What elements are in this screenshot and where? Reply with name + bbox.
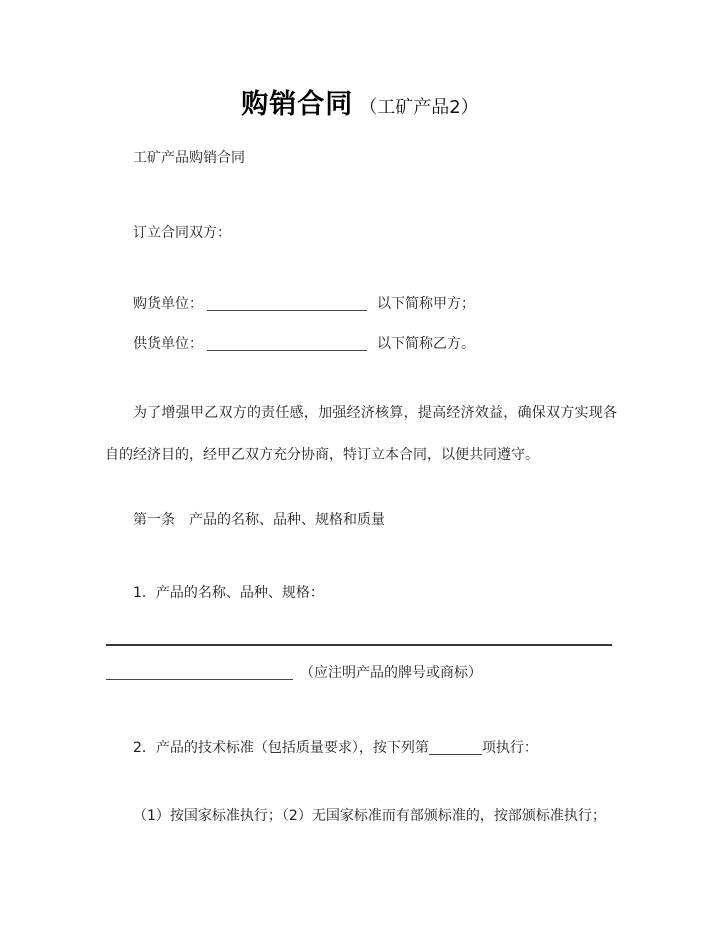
contract-preamble: 为了增强甲乙双方的责任感，加强经济核算，提高经济效益，确保双方实现各自的经济目的，经甲乙双方充分协商，特订立本合同，以便共同遵守。	[105, 405, 617, 463]
article1-item2	[133, 740, 538, 756]
article1-heading: 第一条 产品的名称、品种、规格和质量	[133, 512, 385, 528]
article1-item1: 1．产品的名称、品种、规格：	[133, 585, 324, 601]
item2-option-blank	[429, 740, 482, 755]
parties-intro-line: 订立合同双方：	[133, 225, 231, 241]
brand-blank	[106, 665, 293, 680]
contract-subtitle: 工矿产品购销合同	[133, 150, 245, 166]
item2-prefix: 2．产品的技术标准（包括质量要求），按下列第	[133, 740, 429, 756]
title-main-text: 购销合同	[241, 89, 354, 120]
seller-line	[133, 336, 475, 352]
brand-note-text: （应注明产品的牌号或商标）	[300, 665, 482, 681]
seller-suffix: 以下简称乙方。	[377, 336, 475, 352]
document-title	[0, 82, 720, 121]
title-sub-text: （工矿产品2）	[359, 97, 479, 118]
buyer-name-blank	[207, 296, 367, 311]
brand-note-line	[106, 665, 482, 681]
seller-name-blank	[207, 336, 367, 351]
fill-in-rule-line	[106, 644, 612, 646]
item2-suffix: 项执行：	[481, 740, 538, 756]
buyer-label: 购货单位：	[133, 296, 203, 312]
buyer-line	[133, 296, 475, 312]
seller-label: 供货单位：	[133, 336, 203, 352]
item2-options-line: （1）按国家标准执行；（2）无国家标准而有部颁标准的，按部颁标准执行；	[133, 808, 606, 824]
buyer-suffix: 以下简称甲方；	[377, 296, 475, 312]
